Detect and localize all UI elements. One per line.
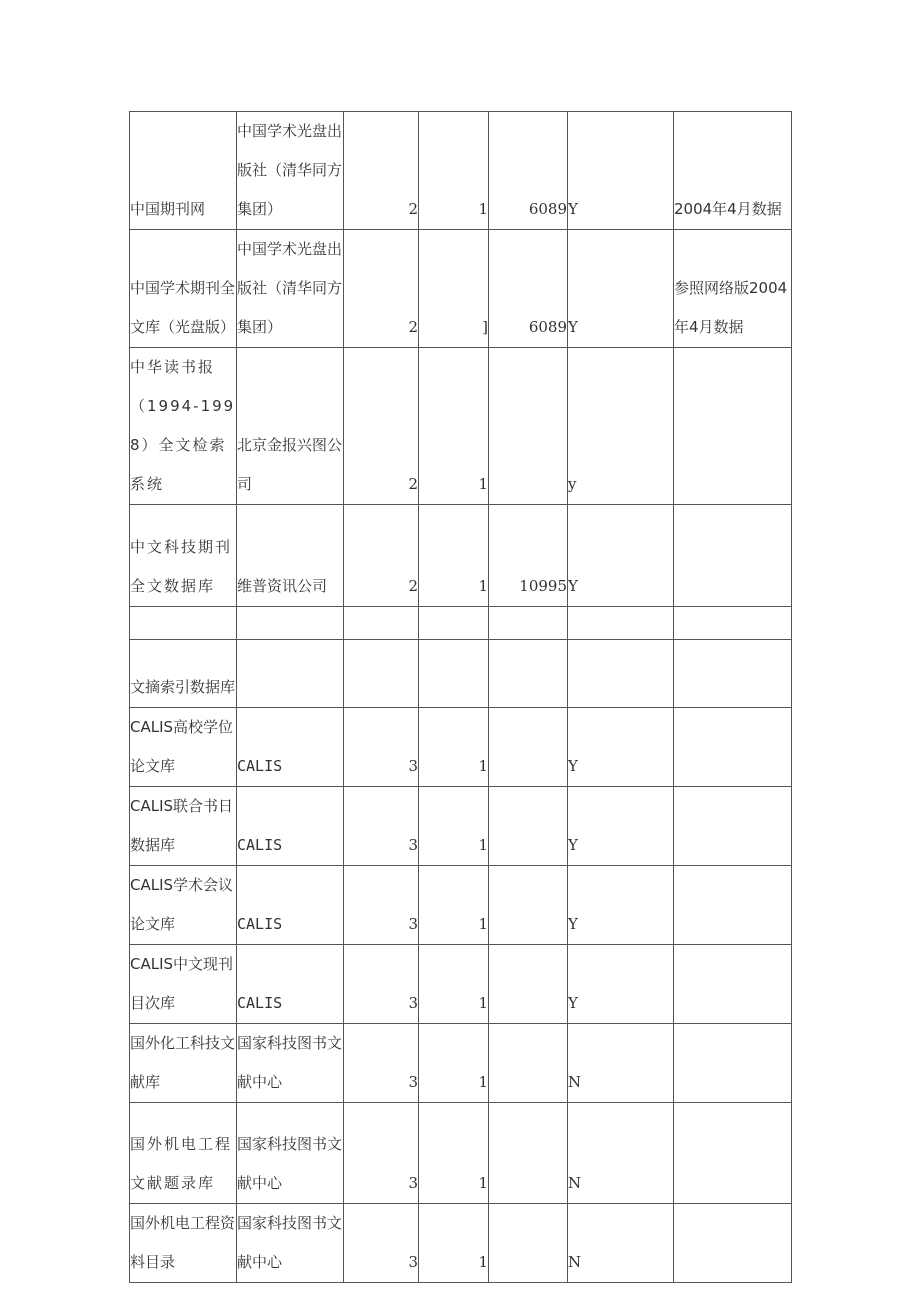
publisher-cell: 中国学术光盘出版社（清华同方集团） bbox=[237, 230, 344, 348]
table-row bbox=[130, 505, 792, 607]
note-cell bbox=[674, 1103, 792, 1204]
note-cell bbox=[674, 866, 792, 945]
count2-cell: 1 bbox=[419, 708, 489, 787]
count1-cell: 3 bbox=[344, 787, 419, 866]
database-name-cell: 中国学术期刊全文库（光盘版） bbox=[130, 230, 237, 348]
records-cell bbox=[489, 348, 568, 505]
table-row bbox=[130, 348, 792, 505]
flag-cell bbox=[568, 640, 674, 708]
count1-cell: 3 bbox=[344, 1024, 419, 1103]
publisher-cell: 国家科技图书文献中心 bbox=[237, 1024, 344, 1103]
note-cell bbox=[674, 348, 792, 505]
flag-cell: Y bbox=[568, 505, 674, 607]
records-cell bbox=[489, 1103, 568, 1204]
database-name-cell: 国外机电工程资料目录 bbox=[130, 1204, 237, 1283]
publisher-cell bbox=[237, 640, 344, 708]
count2-cell: 1 bbox=[419, 1204, 489, 1283]
publisher-cell: CALIS bbox=[237, 708, 344, 787]
flag-cell: N bbox=[568, 1103, 674, 1204]
flag-cell: y bbox=[568, 348, 674, 505]
count1-cell: 2 bbox=[344, 230, 419, 348]
records-cell bbox=[489, 866, 568, 945]
records-cell bbox=[489, 1204, 568, 1283]
records-cell bbox=[489, 787, 568, 866]
records-cell bbox=[489, 1024, 568, 1103]
flag-cell: Y bbox=[568, 708, 674, 787]
count1-cell: 3 bbox=[344, 866, 419, 945]
table-row bbox=[130, 640, 792, 708]
table-row bbox=[130, 1103, 792, 1204]
database-name-cell: 中华读书报（1994-1998）全文检索系统 bbox=[130, 348, 237, 505]
publisher-cell: 北京金报兴图公司 bbox=[237, 348, 344, 505]
records-cell bbox=[489, 607, 568, 640]
count1-cell: 2 bbox=[344, 112, 419, 230]
publisher-cell: CALIS bbox=[237, 866, 344, 945]
flag-cell bbox=[568, 607, 674, 640]
count2-cell: 1 bbox=[419, 112, 489, 230]
count2-cell bbox=[419, 640, 489, 708]
table-row bbox=[130, 708, 792, 787]
table-row bbox=[130, 945, 792, 1024]
database-name-cell: CALIS高校学位论文库 bbox=[130, 708, 237, 787]
flag-cell: Y bbox=[568, 787, 674, 866]
note-cell bbox=[674, 945, 792, 1024]
count2-cell: 1 bbox=[419, 787, 489, 866]
section-heading-cell: 文摘索引数据库 bbox=[130, 640, 237, 708]
records-cell bbox=[489, 945, 568, 1024]
note-cell bbox=[674, 640, 792, 708]
flag-cell: Y bbox=[568, 866, 674, 945]
table-row bbox=[130, 1204, 792, 1283]
note-cell bbox=[674, 708, 792, 787]
publisher-cell: CALIS bbox=[237, 945, 344, 1024]
flag-cell: Y bbox=[568, 945, 674, 1024]
table-row bbox=[130, 1024, 792, 1103]
count2-cell: ] bbox=[419, 230, 489, 348]
publisher-cell: CALIS bbox=[237, 787, 344, 866]
table-row bbox=[130, 787, 792, 866]
records-cell bbox=[489, 640, 568, 708]
count1-cell bbox=[344, 640, 419, 708]
records-cell: 6089 bbox=[489, 112, 568, 230]
database-name-cell bbox=[130, 607, 237, 640]
flag-cell: N bbox=[568, 1024, 674, 1103]
publisher-cell: 国家科技图书文献中心 bbox=[237, 1204, 344, 1283]
database-name-cell: CALIS联合书日数据库 bbox=[130, 787, 237, 866]
count1-cell: 2 bbox=[344, 505, 419, 607]
records-cell bbox=[489, 708, 568, 787]
count1-cell: 3 bbox=[344, 708, 419, 787]
count2-cell bbox=[419, 607, 489, 640]
count1-cell: 3 bbox=[344, 1103, 419, 1204]
count1-cell: 3 bbox=[344, 1204, 419, 1283]
count2-cell: 1 bbox=[419, 1024, 489, 1103]
note-cell: 2004年4月数据 bbox=[674, 112, 792, 230]
count1-cell bbox=[344, 607, 419, 640]
database-name-cell: 中文科技期刊全文数据库 bbox=[130, 505, 237, 607]
publisher-cell bbox=[237, 607, 344, 640]
publisher-cell: 国家科技图书文献中心 bbox=[237, 1103, 344, 1204]
table-row bbox=[130, 866, 792, 945]
table-row bbox=[130, 607, 792, 640]
count2-cell: 1 bbox=[419, 945, 489, 1024]
flag-cell: N bbox=[568, 1204, 674, 1283]
table-row bbox=[130, 112, 792, 230]
flag-cell: Y bbox=[568, 112, 674, 230]
publisher-cell: 中国学术光盘出版社（清华同方集团） bbox=[237, 112, 344, 230]
count1-cell: 3 bbox=[344, 945, 419, 1024]
count2-cell: 1 bbox=[419, 505, 489, 607]
count1-cell: 2 bbox=[344, 348, 419, 505]
database-table bbox=[129, 111, 792, 1283]
publisher-cell: 维普资讯公司 bbox=[237, 505, 344, 607]
count2-cell: 1 bbox=[419, 866, 489, 945]
database-name-cell: 中国期刊网 bbox=[130, 112, 237, 230]
note-cell bbox=[674, 1204, 792, 1283]
note-cell bbox=[674, 505, 792, 607]
database-name-cell: CALIS学术会议论文库 bbox=[130, 866, 237, 945]
count2-cell: 1 bbox=[419, 348, 489, 505]
note-cell bbox=[674, 787, 792, 866]
note-cell bbox=[674, 1024, 792, 1103]
note-cell bbox=[674, 607, 792, 640]
records-cell: 6089 bbox=[489, 230, 568, 348]
note-cell: 参照网络版2004年4月数据 bbox=[674, 230, 792, 348]
table-row bbox=[130, 230, 792, 348]
count2-cell: 1 bbox=[419, 1103, 489, 1204]
database-name-cell: 国外机电工程文献题录库 bbox=[130, 1103, 237, 1204]
database-name-cell: CALIS中文现刊目次库 bbox=[130, 945, 237, 1024]
flag-cell: Y bbox=[568, 230, 674, 348]
database-name-cell: 国外化工科技文献库 bbox=[130, 1024, 237, 1103]
records-cell: 10995 bbox=[489, 505, 568, 607]
